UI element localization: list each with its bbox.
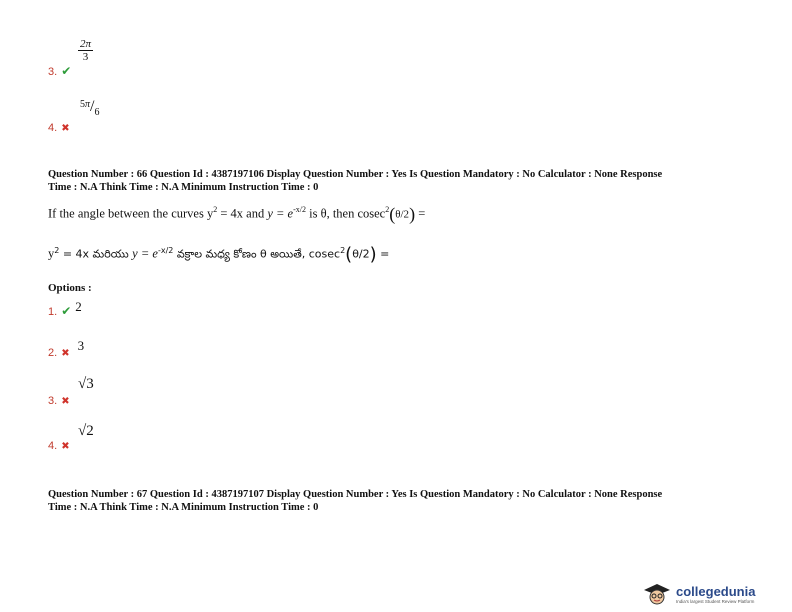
- option-1: [48, 299, 82, 320]
- right-paren: ): [409, 204, 416, 224]
- superscript: 2: [213, 205, 218, 215]
- option-number: 4.: [48, 122, 58, 134]
- logo-name: collegedunia: [676, 584, 756, 599]
- option-number: 3.: [48, 66, 58, 78]
- text-segment: = 4x and: [217, 206, 268, 221]
- text-segment: If the angle between the curves y: [48, 206, 214, 221]
- exponent: -x/2: [293, 205, 306, 215]
- option-4-value: √2: [78, 423, 94, 439]
- left-paren: (: [345, 244, 353, 265]
- exponent: -x/2: [157, 245, 174, 255]
- collegedunia-logo: [640, 582, 755, 606]
- wrong-cross-icon: ✖: [61, 441, 70, 452]
- question-text-english: [48, 204, 425, 225]
- superscript: 2: [385, 205, 390, 215]
- logo-tagline: India's largest Student Review Platform: [676, 599, 755, 604]
- fraction-slash: /: [90, 98, 95, 115]
- math-expression: y = e: [267, 206, 294, 221]
- option-3: [48, 391, 70, 409]
- right-paren: ): [369, 244, 377, 265]
- equals-sign: =: [415, 206, 426, 221]
- prev-option-3: [48, 62, 71, 80]
- option-4: [48, 436, 70, 454]
- question-text-telugu: [48, 244, 389, 265]
- prev-option-3-fraction: [78, 34, 93, 63]
- question-66-meta: [48, 168, 768, 194]
- option-3-value: √3: [78, 376, 94, 392]
- fraction-numerator: 5: [80, 99, 85, 110]
- option-number: 1.: [48, 306, 58, 318]
- option-number: 3.: [48, 395, 58, 407]
- wrong-cross-icon: ✖: [61, 123, 70, 134]
- meta-line-2: Time : N.A Think Time : N.A Minimum Instruction Time : 0: [48, 502, 319, 513]
- text-segment: is θ, then cosec: [306, 206, 386, 221]
- option-value: 2: [75, 299, 82, 314]
- prev-option-4-value: [80, 98, 99, 116]
- meta-line-1: Question Number : 67 Question Id : 4387197107 Display Question Number : Yes Is Question Mandatory : No Calculator : None Response: [48, 489, 663, 500]
- text-segment: వక్రాల మధ్య కోణం θ అయితే, cosec: [173, 247, 341, 261]
- prev-option-4: [48, 118, 70, 136]
- option-value: 3: [77, 338, 85, 353]
- option-number: 4.: [48, 440, 58, 452]
- meta-line-1: Question Number : 66 Question Id : 4387197106 Display Question Number : Yes Is Question Mandatory : No Calculator : None Response: [48, 169, 663, 180]
- theta-fraction: θ/2: [352, 247, 370, 261]
- math-variable: y: [48, 246, 55, 261]
- wrong-cross-icon: ✖: [61, 348, 70, 359]
- correct-check-icon: ✔: [61, 304, 72, 318]
- superscript: 2: [54, 245, 60, 255]
- fraction-denominator: 3: [82, 51, 89, 63]
- fraction-denominator: 6: [94, 107, 100, 118]
- text-segment: = 4x మరియు: [59, 247, 133, 261]
- wrong-cross-icon: ✖: [61, 396, 70, 407]
- question-67-meta: [48, 488, 768, 514]
- equals-sign: =: [376, 247, 390, 261]
- option-number: 2.: [48, 347, 58, 359]
- mascot-icon: [640, 582, 674, 606]
- options-label: Options :: [48, 282, 92, 294]
- pi-symbol: π: [85, 99, 91, 110]
- option-2: [48, 338, 85, 361]
- left-paren: (: [389, 204, 396, 224]
- superscript: 2: [340, 245, 346, 255]
- theta-fraction: θ/2: [395, 208, 410, 221]
- fraction-numerator: 2π: [80, 38, 92, 50]
- math-expression: y = e: [132, 246, 158, 261]
- correct-check-icon: ✔: [61, 64, 72, 78]
- meta-line-2: Time : N.A Think Time : N.A Minimum Instruction Time : 0: [48, 182, 319, 193]
